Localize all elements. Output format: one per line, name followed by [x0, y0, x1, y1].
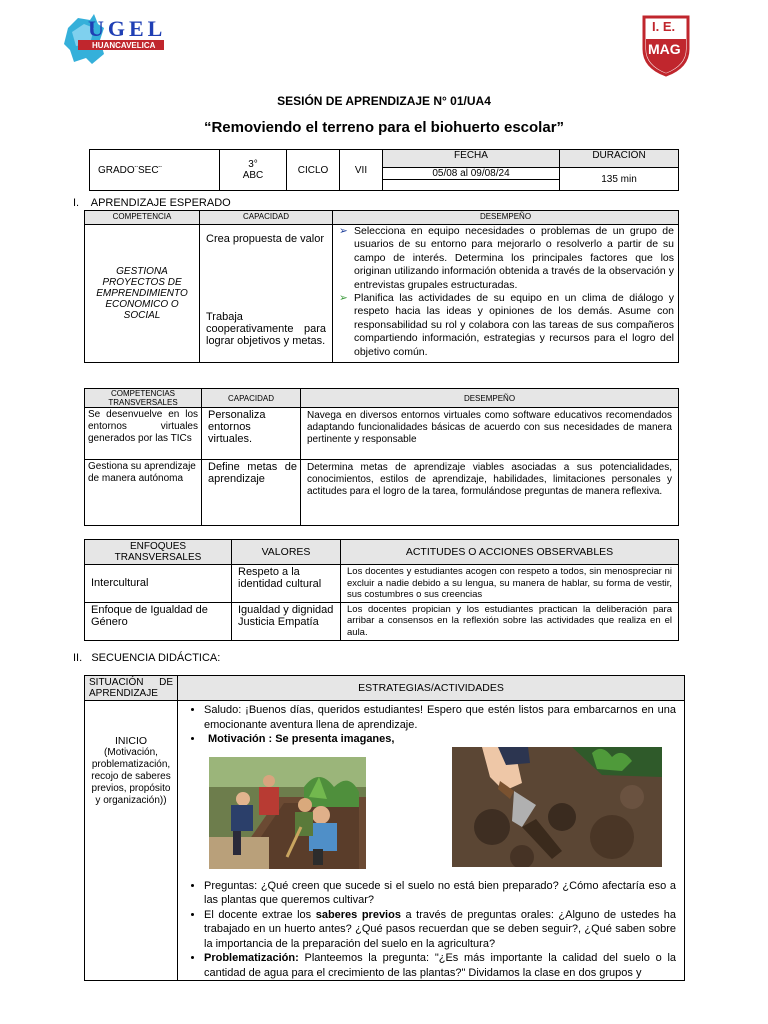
valor-igualdad: Igualdad y dignidad Justicia Empatía — [232, 602, 341, 640]
grado-number: 3° — [248, 159, 258, 170]
enfoques-table — [84, 539, 679, 641]
valor-respeto: Respeto a la identidad cultural — [232, 565, 341, 603]
mag-logo-text: MAG — [648, 41, 681, 57]
problematizacion-item: • Problematización: Planteemos la pregunta: "¿Es más importante la calidad del suelo o la cantidad de agua para el crecimiento de las plantas?" Dividamos la clase en dos grupos y — [204, 951, 676, 980]
col-desempeno: DESEMPEÑO — [301, 389, 679, 408]
saludo-item: • Saludo: ¡Buenos días, queridos estudiantes! Espero que estén listos para embarcarnos en una emocionante aventura llena de aprendizaje. — [204, 703, 676, 732]
col-valores: VALORES — [232, 540, 341, 565]
ie-logo-text: I. E. — [652, 19, 676, 34]
col-desempeno: DESEMPEÑO — [333, 211, 679, 225]
ugel-logo-subtext: HUANCAVELICA — [92, 41, 156, 50]
actitud-igualdad: Los docentes propician y los estudiantes practican la deliberación para arribar a consensos en la reflexión sobre las actividades que realiza en el aula. — [341, 602, 679, 640]
inicio-cell — [85, 701, 178, 981]
transversal-desempeno: Navega en diversos entornos virtuales como software educativos recomendados adaptando funcionalidades básicas de acuerdo con sus necesidades de manera pertinente y responsable — [301, 408, 679, 460]
col-actitudes: ACTITUDES O ACCIONES OBSERVABLES — [341, 540, 679, 565]
col-capacidad: CAPACIDAD — [202, 389, 301, 408]
desempeno-item: ➢ Selecciona en equipo necesidades o problemas de un grupo de usuarios de su entorno para mejorarlo o resolverlo a partir de su campo de interés. Determina los principales factores que los originan utilizando información obtenida a través de la observación y entrevistas grupales estructuradas. — [339, 225, 674, 291]
seccion-value: ABC — [242, 170, 264, 181]
motivacion-text: Motivación : Se presenta imaganes, — [208, 733, 395, 745]
enfoque-igualdad: Enfoque de Igualdad de Género — [85, 602, 232, 640]
ciclo-label: CICLO — [287, 150, 340, 191]
images-row — [182, 747, 676, 879]
capacidad-trabaja: Trabaja cooperativamente para lograr objetivos y metas. — [206, 311, 326, 347]
saberes-previos-item: • El docente extrae los saberes previos a través de preguntas orales: ¿Alguno de ustedes ha trabajado en un huerto antes? ¿Qué pasos recuerdan que se deben seguir?, ¿Qué saben sobre la importancia de la preparación del suelo en la agricultura? — [204, 908, 676, 952]
col-enfoques: ENFOQUES TRANSVERSALES — [85, 540, 232, 565]
duracion-label: DURACIÓN — [560, 150, 679, 168]
ie-mag-logo — [640, 15, 692, 77]
arrow-bullet-icon: ➢ — [339, 292, 348, 305]
desempeno-item: ➢ Planifica las actividades de su equipo en un clima de diálogo y respeto hacia las ideas y opiniones de los demás. Asume con responsabilidad su rol y colabora con las tareas de sus compañeros compartiendo información, estrategias y recursos para el logro del objetivo común. — [339, 292, 674, 358]
grado-label: GRADO¨SEC¨ — [90, 150, 220, 191]
preguntas-item: • Preguntas: ¿Qué creen que sucede si el suelo no está bien preparado? ¿Cómo afectaría eso a las plantas que queremos cultivar? — [204, 879, 676, 908]
actitud-intercultural: Los docentes y estudiantes acogen con respeto a todos, sin menospreciar ni excluir a nadie debido a su lengua, su manera de hablar, su forma de vestir, sus costumbres o sus creencias — [341, 565, 679, 603]
transversal-competencia: Gestiona su aprendizaje de manera autónoma — [85, 460, 202, 526]
grado-value — [220, 150, 287, 191]
aprendizaje-table — [84, 210, 679, 363]
section-secuencia-didactica: II. SECUENCIA DIDÁCTICA: — [73, 652, 221, 664]
secuencia-table — [84, 675, 685, 981]
capacidad-crea: Crea propuesta de valor — [206, 233, 325, 245]
info-table — [89, 149, 679, 191]
col-capacidad: CAPACIDAD — [200, 211, 333, 225]
fecha-label: FECHA — [383, 150, 560, 168]
session-subtitle: “Removiendo el terreno para el biohuerto escolar” — [203, 119, 565, 136]
inicio-desc: (Motivación, problematización, recojo de saberes previos, propósito y organización)) — [91, 747, 171, 806]
transversal-competencia: Se desenvuelve en los entornos virtuales generados por las TICs — [85, 408, 202, 460]
fecha-value: 05/08 al 09/08/24 — [383, 168, 559, 180]
transversal-capacidad: Define metas de aprendizaje — [202, 460, 301, 526]
soil-trowel-image — [452, 747, 662, 867]
duracion-value: 135 min — [560, 168, 679, 191]
capacidad-cell — [200, 225, 333, 363]
section-aprendizaje-esperado: I. APRENDIZAJE ESPERADO — [73, 197, 231, 209]
inicio-title: INICIO — [114, 735, 148, 747]
col-competencias-transversales: COMPETENCIAS TRANSVERSALES — [85, 389, 202, 408]
col-situacion: SITUACIÓN DE APRENDIZAJE — [85, 676, 178, 701]
transversal-capacidad: Personaliza entornos virtuales. — [202, 408, 301, 460]
children-gardening-image — [209, 757, 366, 869]
arrow-bullet-icon: ➢ — [339, 225, 348, 237]
ugel-logo-text: UGEL — [88, 16, 167, 41]
ciclo-value: VII — [340, 150, 383, 191]
estrategias-cell — [178, 701, 685, 981]
ugel-logo — [64, 14, 167, 64]
col-estrategias: ESTRATEGIAS/ACTIVIDADES — [178, 676, 685, 701]
session-title: SESIÓN DE APRENDIZAJE N° 01/UA4 — [277, 94, 491, 108]
col-competencia: COMPETENCIA — [85, 211, 200, 225]
transversal-desempeno: Determina metas de aprendizaje viables asociadas a sus potencialidades, conocimientos, estilos de aprendizaje, habilidades, limitaciones personales y actitudes para el logro de la tarea, formulándose preguntas de manera reflexiva. — [301, 460, 679, 526]
motivacion-item — [204, 732, 676, 747]
transversales-table — [84, 388, 679, 526]
enfoque-intercultural: Intercultural — [85, 565, 232, 603]
fecha-cell — [383, 168, 560, 191]
desempeno-cell — [333, 225, 679, 363]
competencia-cell: GESTIONA PROYECTOS DE EMPRENDIMIENTO ECONOMICO O SOCIAL — [85, 225, 200, 363]
